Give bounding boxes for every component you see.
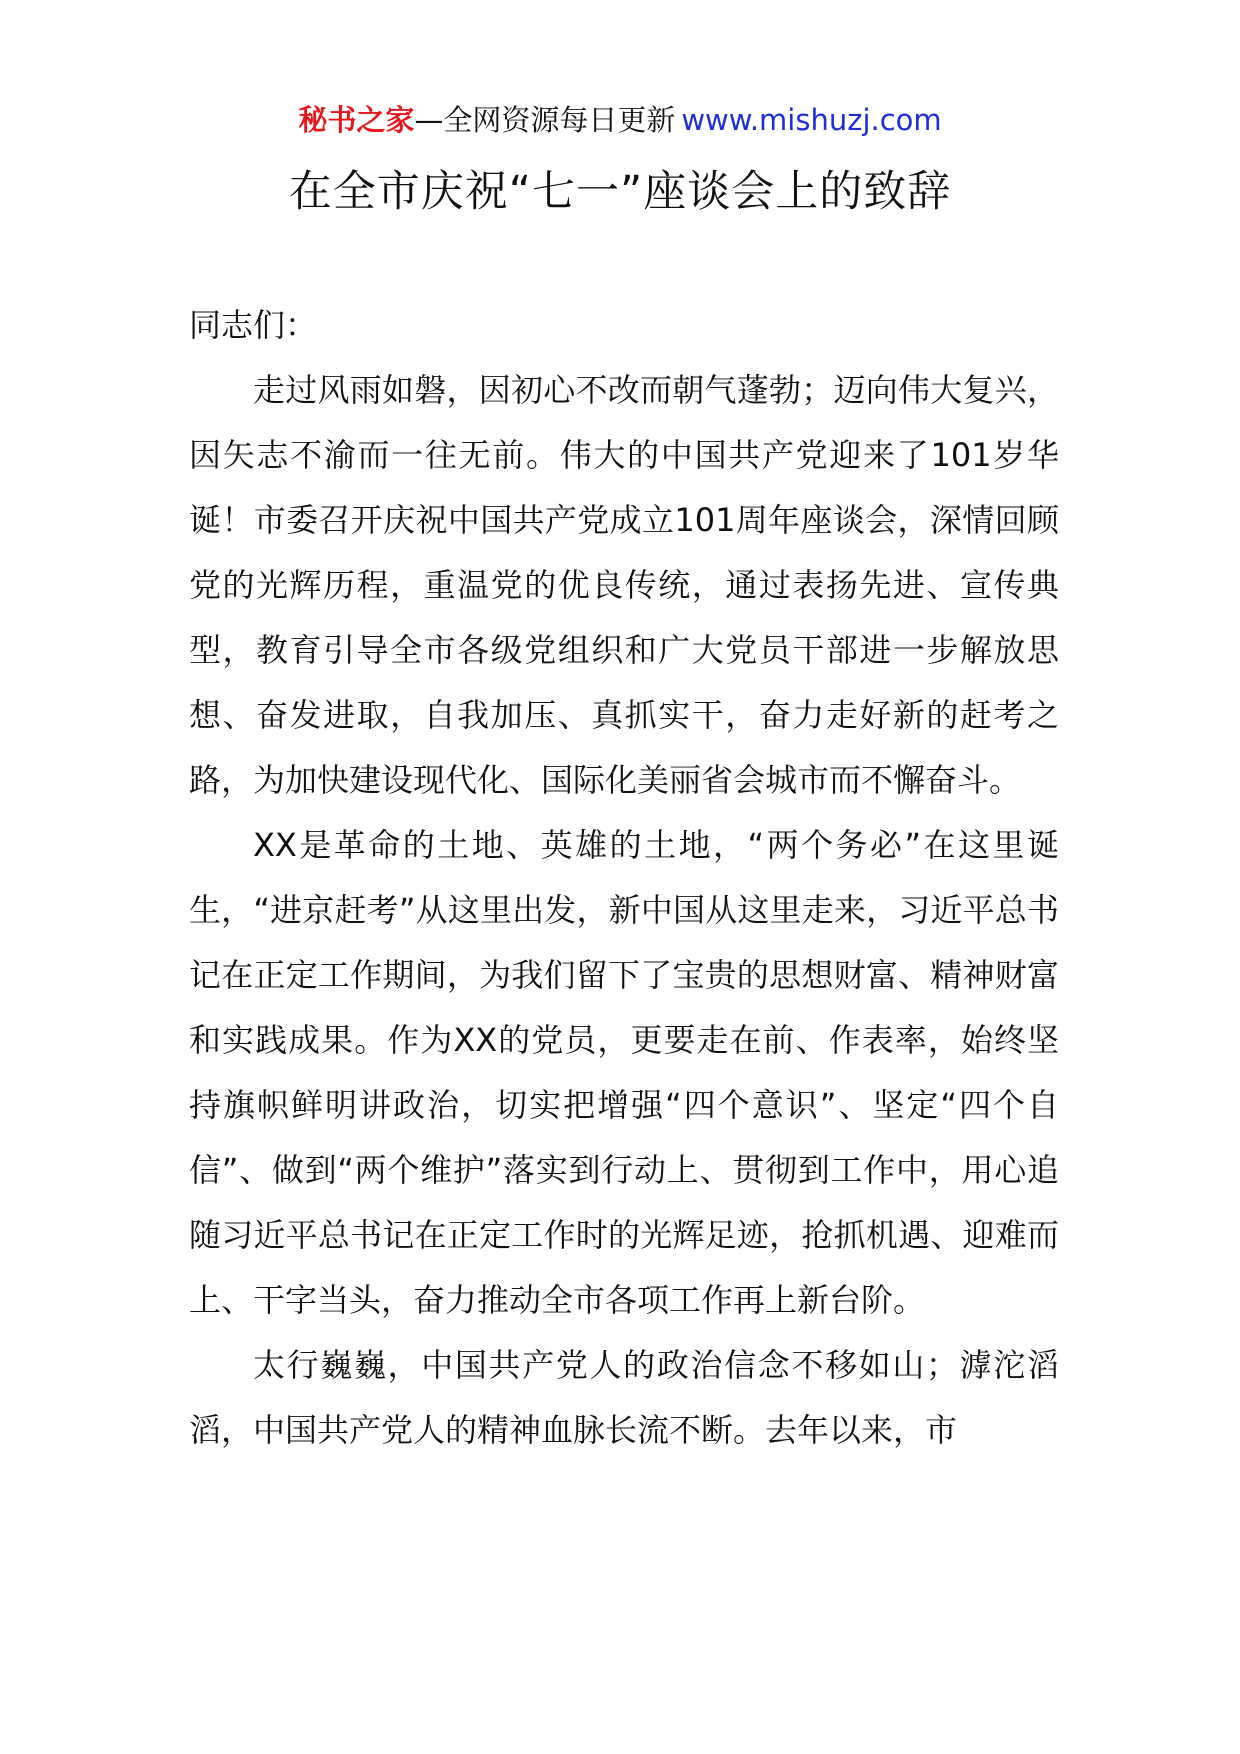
salutation: 同志们： (189, 306, 318, 344)
paragraph: XX是革命的土地、英雄的土地，“两个务必”在这里诞生，“进京赶考”从这里出发，新中国从这里走来，习近平总书记在正定工作期间，为我们留下了宝贵的思想财富、精神财富和实践成果。作为XX的党员，更要走在前、作表率，始终坚持旗帜鲜明讲政治，切实把增强“四个意识”、坚定“四个自信”、做到“两个维护”落实到行动上、贯彻到工作中，用心追随习近平总书记在正定工作时的光辉足迹，抢抓机遇、迎难而上、干字当头，奋力推动全市各项工作再上新台阶。 (189, 826, 1059, 1319)
site-banner (0, 100, 1240, 140)
document-title: 在全市庆祝“七一”座谈会上的致辞 (288, 167, 952, 217)
paragraph: 走过风雨如磐，因初心不改而朝气蓬勃；迈向伟大复兴，因矢志不渝而一往无前。伟大的中国共产党迎来了101岁华诞！市委召开庆祝中国共产党成立101周年座谈会，深情回顾党的光辉历程，重温党的优良传统，通过表扬先进、宣传典型，教育引导全市各级党组织和广大党员干部进一步解放思想、奋发进取，自我加压、真抓实干，奋力走好新的赶考之路，为加快建设现代化、国际化美丽省会城市而不懈奋斗。 (189, 371, 1059, 799)
banner-tagline: —全网资源每日更新 (414, 103, 676, 137)
paragraph: 太行巍巍，中国共产党人的政治信念不移如山；滹沱滔滔，中国共产党人的精神血脉长流不断。去年以来，市 (189, 1346, 1059, 1449)
brand-name: 秘书之家 (298, 103, 415, 137)
site-url: www.mishuzj.com (681, 103, 942, 137)
document-body (189, 293, 1059, 1463)
